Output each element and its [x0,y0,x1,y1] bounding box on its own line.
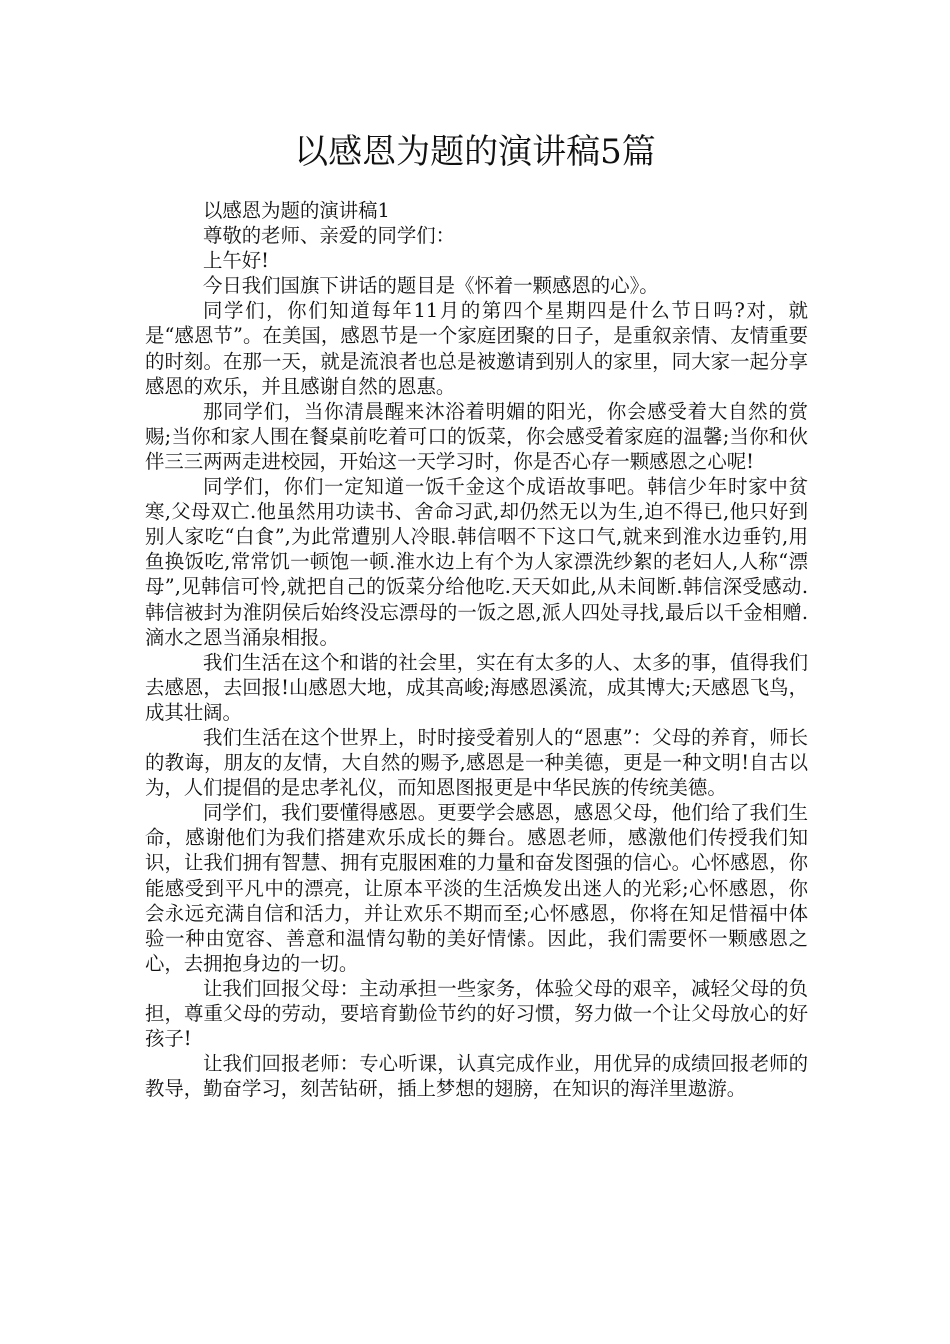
salutation: 尊敬的老师、亲爱的同学们： [203,224,456,248]
paragraph: 同学们，你们一定知道一饭千金这个成语故事吧。韩信少年时家中贫寒,父母双亡.他虽然用功读书、舍命习武,却仍然无以为生,迫不得已,他只好到别人家吃“白食”,为此常遭别人冷眼.韩信咽不下这口气,就来到淮水边垂钓,用鱼换饭吃,常常饥一顿饱一顿.淮水边上有个为人家漂洗纱絮的老妇人,人称“漂母”,见韩信可怜,就把自己的饭菜分给他吃.天天如此,从未间断.韩信深受感动.韩信被封为淮阴侯后始终没忘漂母的一饭之恩,派人四处寻找,最后以千金相赠.滴水之恩当涌泉相报。 [145,475,808,649]
document-body [145,198,808,1101]
paragraph: 我们生活在这个和谐的社会里，实在有太多的人、太多的事，值得我们去感恩，去回报!山感恩大地，成其高峻;海感恩溪流，成其博大;天感恩飞鸟，成其壮阔。 [145,650,808,724]
paragraph: 让我们回报老师：专心听课，认真完成作业，用优异的成绩回报老师的教导，勤奋学习，刻苦钻研，插上梦想的翅膀，在知识的海洋里遨游。 [145,1052,808,1101]
paragraph: 同学们，我们要懂得感恩。更要学会感恩，感恩父母，他们给了我们生命，感谢他们为我们搭建欢乐成长的舞台。感恩老师，感激他们传授我们知识，让我们拥有智慧、拥有克服困难的力量和奋发图强的信心。心怀感恩，你能感受到平凡中的漂亮，让原本平淡的生活焕发出迷人的光彩;心怀感恩，你会永远充满自信和活力，并让欢乐不期而至;心怀感恩，你将在知足惜福中体验一种由宽容、善意和温情勾勒的美好情愫。因此，我们需要怀一颗感恩之心，去拥抱身边的一切。 [145,801,808,975]
document-title: 以感恩为题的演讲稿5篇 [294,132,656,172]
paragraph: 让我们回报父母：主动承担一些家务，体验父母的艰辛，减轻父母的负担，尊重父母的劳动，要培育勤俭节约的好习惯，努力做一个让父母放心的好孩子! [145,976,808,1051]
paragraph: 今日我们国旗下讲话的题目是《怀着一颗感恩的心》。 [203,274,659,298]
paragraph: 同学们，你们知道每年11月的第四个星期四是什么节日吗?对，就是“感恩节”。在美国，感恩节是一个家庭团聚的日子，是重叙亲情、友情重要的时刻。在那一天，就是流浪者也总是被邀请到别人的家里，同大家一起分享感恩的欢乐，并且感谢自然的恩惠。 [145,299,808,398]
paragraph: 我们生活在这个世界上，时时接受着别人的“恩惠”：父母的养育，师长的教诲，朋友的友情，大自然的赐予,感恩是一种美德，更是一种文明!自古以为，人们提倡的是忠孝礼仪，而知恩图报更是中华民族的传统美德。 [145,725,808,800]
section-heading: 以感恩为题的演讲稿1 [203,199,390,222]
greeting: 上午好! [203,249,269,273]
paragraph: 那同学们，当你清晨醒来沐浴着明媚的阳光，你会感受着大自然的赏赐;当你和家人围在餐桌前吃着可口的饭菜，你会感受着家庭的温馨;当你和伙伴三三两两走进校园，开始这一天学习时，你是否心存一颗感恩之心呢! [145,399,808,473]
